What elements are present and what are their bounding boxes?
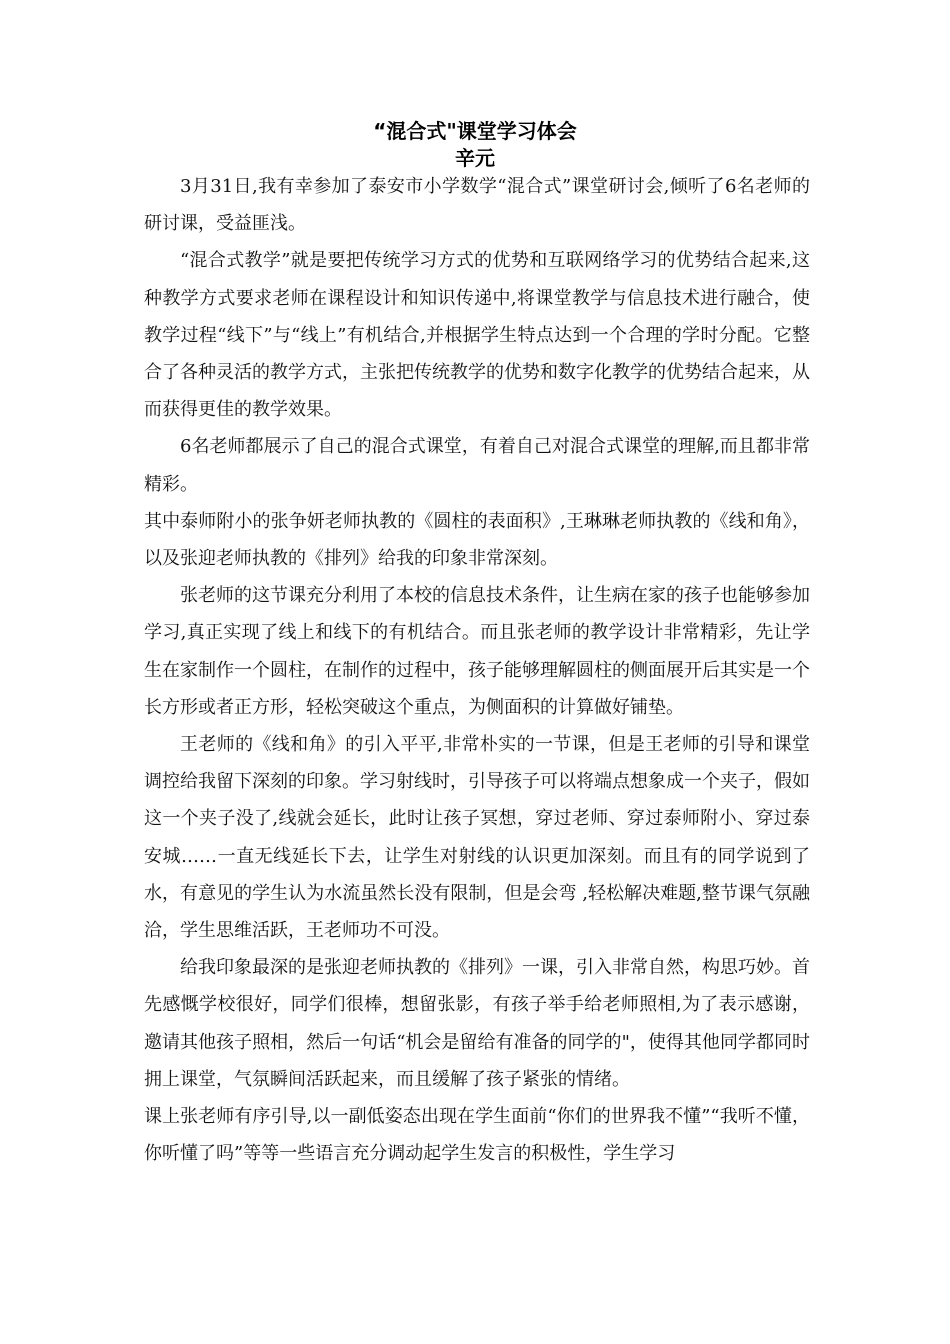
paragraph: 王老师的《线和角》的引入平平,非常朴实的一节课，但是王老师的引导和课堂调控给我留下深刻的印象。学习射线时，引导孩子可以将端点想象成一个夹子，假如这一个夹子没了,线就会延长，此时让孩子冥想，穿过老师、穿过泰师附小、穿过泰安城……一直无线延长下去，让学生对射线的认识更加深刻。而且有的同学说到了水，有意见的学生认为水流虽然长没有限制，但是会弯 ,轻松解决难题,整节课气氛融洽，学生思维活跃，王老师功不可没。 xyxy=(144,734,810,942)
paragraph: 6名老师都展示了自己的混合式课堂，有着自己对混合式课堂的理解,而且都非常精彩。 xyxy=(144,436,810,495)
paragraph: 其中泰师附小的张争妍老师执教的《圆柱的表面积》,王琳琳老师执教的《线和角》，以及张迎老师执教的《排列》给我的印象非常深刻。 xyxy=(144,510,810,570)
document-title: “混合式"课堂学习体会 xyxy=(373,119,577,143)
paragraph: 张老师的这节课充分利用了本校的信息技术条件，让生病在家的孩子也能够参加学习,真正实现了线上和线下的有机结合。而且张老师的教学设计非常精彩，先让学生在家制作一个圆柱，在制作的过程中，孩子能够理解圆柱的侧面展开后其实是一个长方形或者正方形，轻松突破这个重点，为侧面积的计算做好铺垫。 xyxy=(144,585,810,718)
paragraph: 3月31日,我有幸参加了泰安市小学数学“混合式”课堂研讨会,倾听了6名老师的研讨课，受益匪浅。 xyxy=(144,176,810,235)
paragraph: 给我印象最深的是张迎老师执教的《排列》一课，引入非常自然，构思巧妙。首先感慨学校很好，同学们很棒，想留张影，有孩子举手给老师照相,为了表示感谢，邀请其他孩子照相，然后一句话“机会是留给有准备的同学的"，使得其他同学都同时拥上课堂，气氛瞬间活跃起来，而且缓解了孩子紧张的情绪。 xyxy=(144,957,810,1090)
document-author: 辛元 xyxy=(455,146,495,170)
document-body xyxy=(144,168,810,1172)
paragraph: “混合式教学”就是要把传统学习方式的优势和互联网络学习的优势结合起来,这种教学方式要求老师在课程设计和知识传递中,将课堂教学与信息技术进行融合，使教学过程“线下”与“线上”有机结合,并根据学生特点达到一个合理的学时分配。它整合了各种灵活的教学方式，主张把传统教学的优势和数字化教学的优势结合起来，从而获得更佳的教学效果。 xyxy=(144,250,810,421)
paragraph: 课上张老师有序引导,以一副低姿态出现在学生面前“你们的世界我不懂”“我听不懂，你听懂了吗”等等一些语言充分调动起学生发言的积极性，学生学习 xyxy=(144,1106,810,1165)
